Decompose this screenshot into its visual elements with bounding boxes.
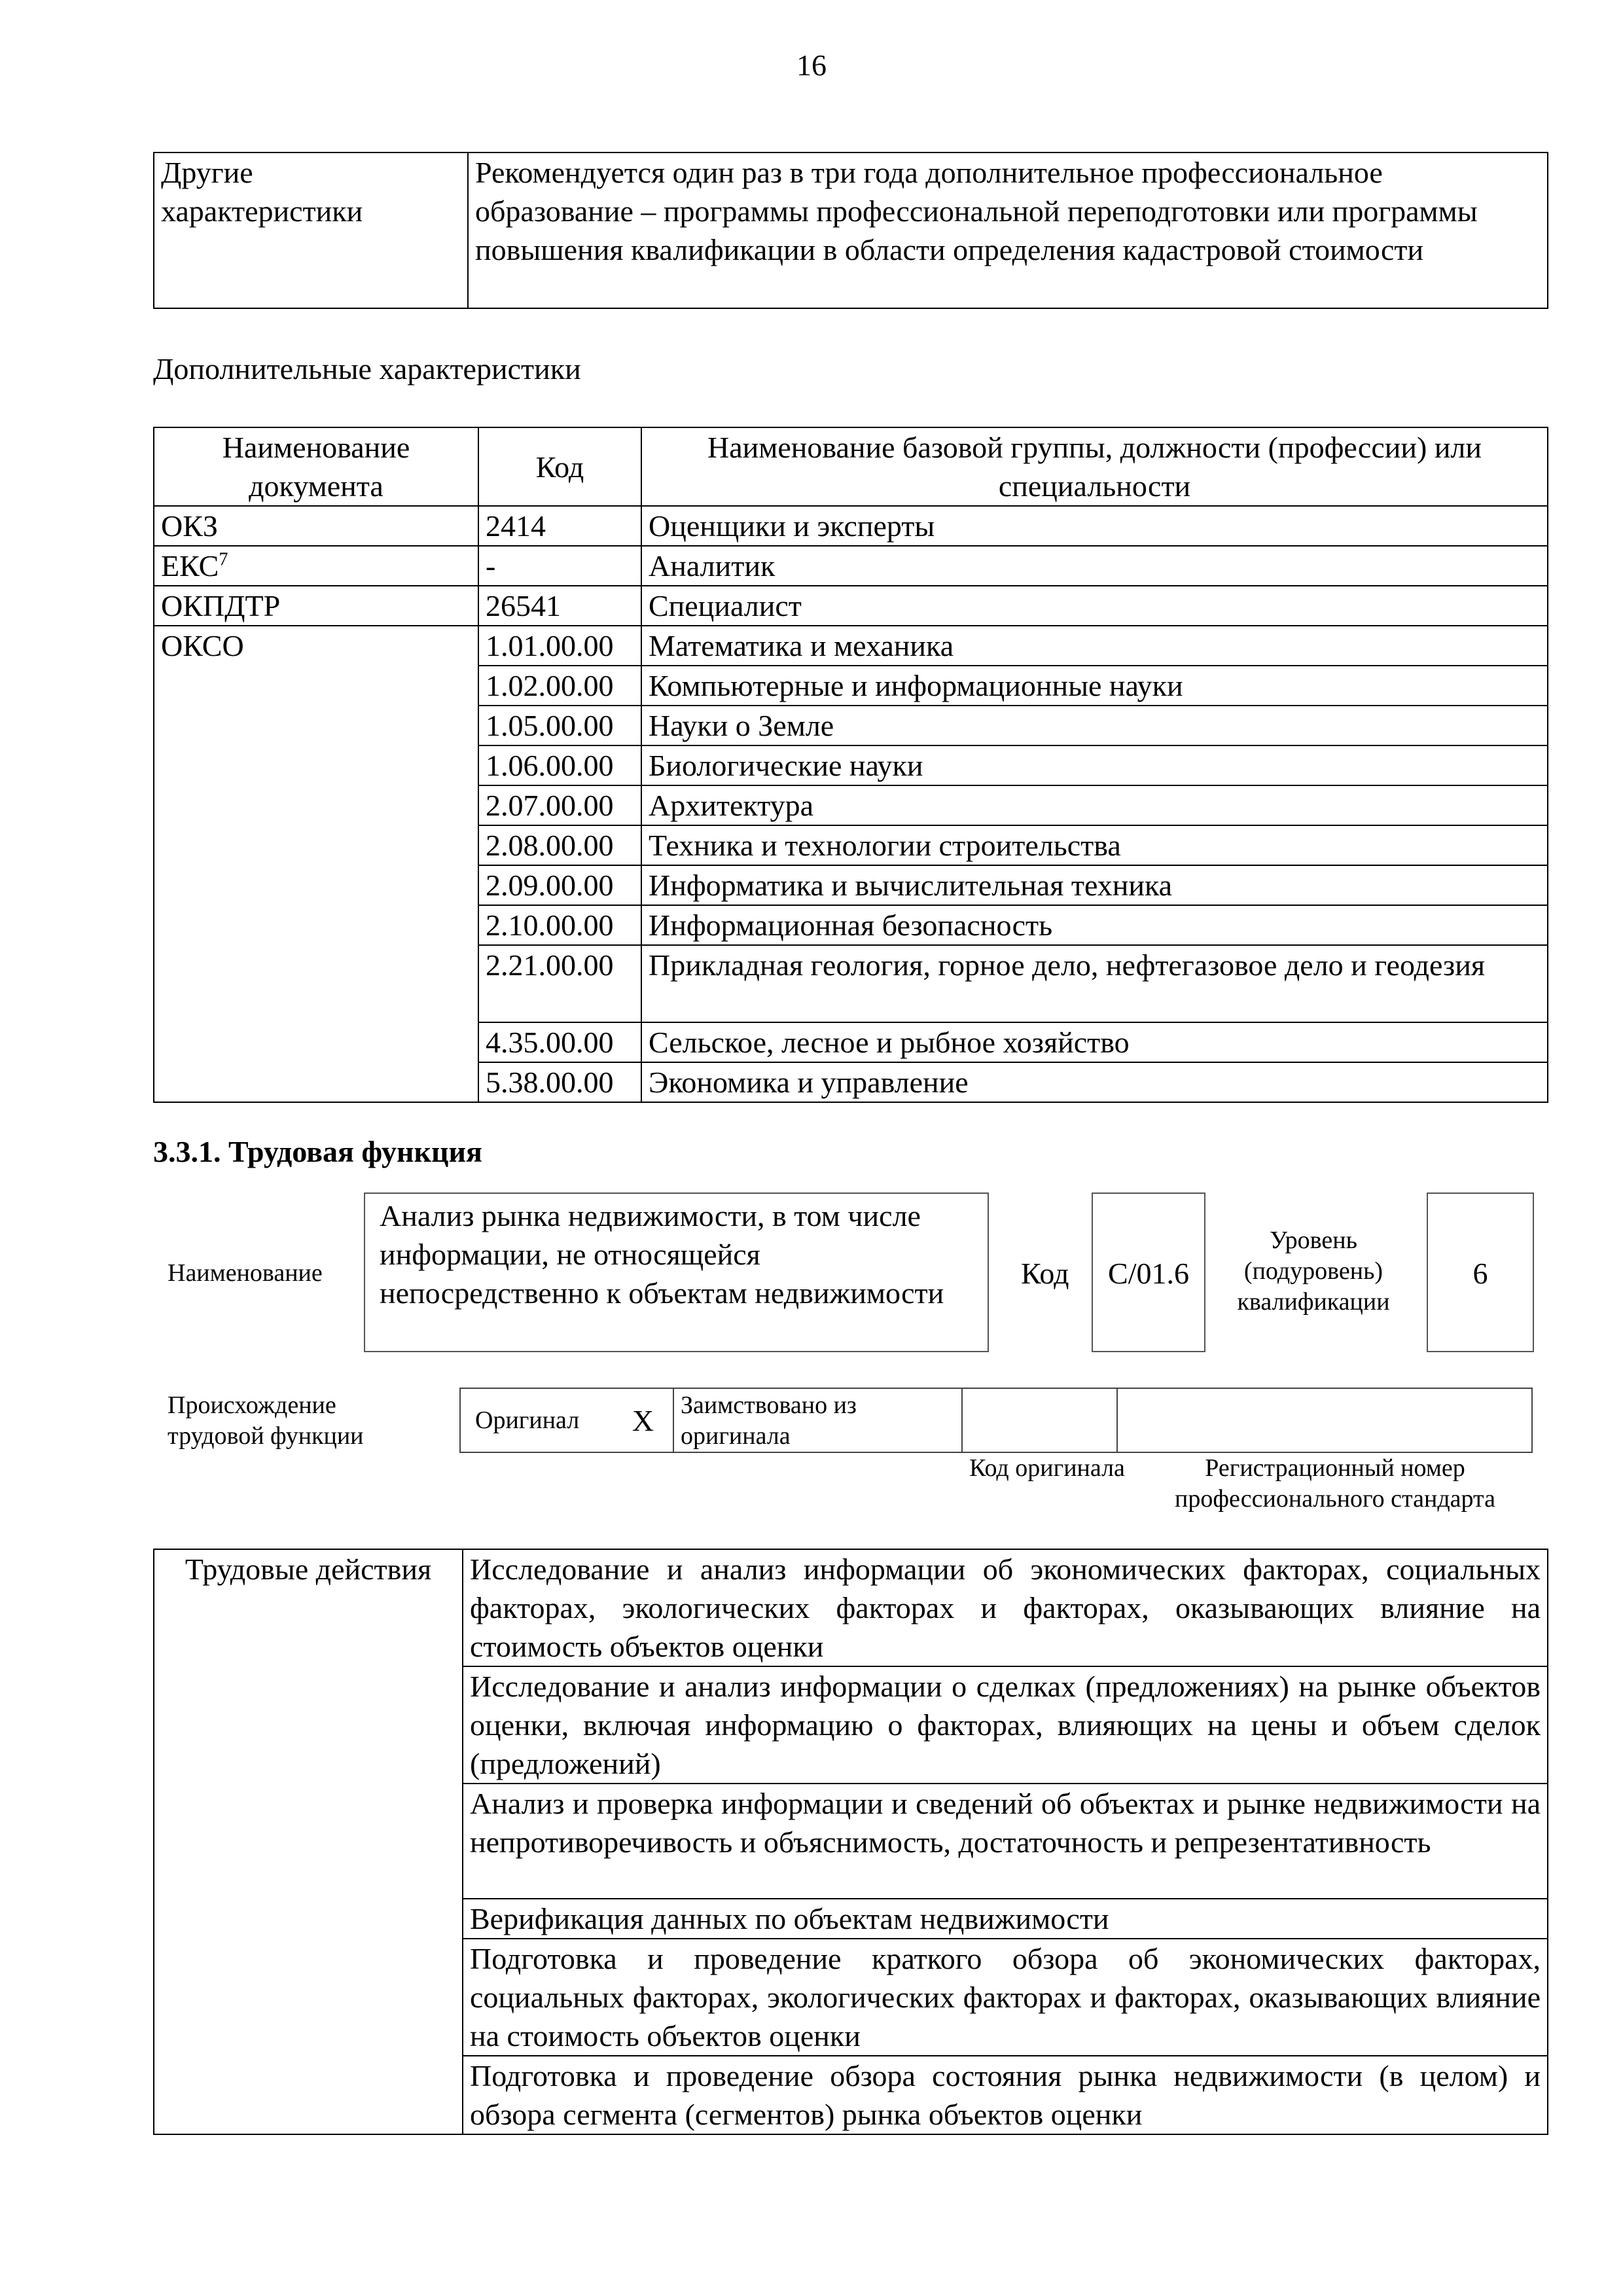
okso-code: 2.08.00.00 [478, 825, 641, 865]
header-name: Наименование базовой группы, должности (профессии) или специальности [641, 427, 1548, 506]
okso-name: Математика и механика [641, 626, 1548, 666]
code-okz: 2414 [478, 506, 641, 546]
actions-label: Трудовые действия [154, 1549, 463, 2134]
okso-code: 2.10.00.00 [478, 905, 641, 945]
function-heading: 3.3.1. Трудовая функция [153, 1135, 482, 1168]
level-label: Уровень (подуровень) квалификации [1237, 1227, 1390, 1316]
okso-name: Сельское, лесное и рыбное хозяйство [641, 1022, 1548, 1062]
okso-code: 1.06.00.00 [478, 745, 641, 785]
additional-table [153, 427, 1548, 1103]
okso-code: 1.02.00.00 [478, 666, 641, 706]
reg-number-label: Регистрационный номер профессионального стандарта [1175, 1454, 1495, 1513]
action-item: Анализ и проверка информации и сведений об объектах и рынке недвижимости на непротиворечивость и объяснимость, достаточность и репрезентативность [463, 1784, 1548, 1899]
doc-okpdtr: ОКПДТР [154, 586, 478, 626]
original-label: Оригинал [460, 1388, 613, 1452]
borrowed-label: Заимствовано из оригинала [673, 1388, 962, 1452]
table-row [154, 626, 1548, 666]
action-item: Подготовка и проведение краткого обзора об экономических факторах, социальных факторах, экологических факторах и факторах, оказывающих влияние на стоимость объектов оценки [463, 1939, 1548, 2056]
additional-heading: Дополнительные характеристики [153, 352, 581, 386]
doc-okz: ОКЗ [154, 506, 478, 546]
name-label: Наименование [168, 1259, 323, 1287]
other-characteristics-table [153, 152, 1548, 309]
okso-name: Информационная безопасность [641, 905, 1548, 945]
doc-eks: ЕКС$^7$ [154, 546, 478, 586]
level-value: 6 [1472, 1257, 1488, 1290]
original-mark: X [613, 1388, 673, 1452]
okso-name: Архитектура [641, 785, 1548, 825]
okso-name: Прикладная геология, горное дело, нефтегазовое дело и геодезия [641, 945, 1548, 1022]
okso-name: Техника и технологии строительства [641, 825, 1548, 865]
code-original-label: Код оригинала [969, 1454, 1125, 1482]
okso-code: 1.01.00.00 [478, 626, 641, 666]
code-eks: - [478, 546, 641, 586]
table-row [154, 1549, 1548, 1666]
footnote-mark: 7 [219, 549, 228, 570]
code-original-cell [962, 1388, 1117, 1452]
header-doc: Наименование документа [154, 427, 478, 506]
okso-code: 2.21.00.00 [478, 945, 641, 1022]
action-item: Подготовка и проведение обзора состояния рынка недвижимости (в целом) и обзора сегмента (сегментов) рынка объектов оценки [463, 2056, 1548, 2134]
function-code-value: С/01.6 [1108, 1257, 1189, 1290]
okso-code: 5.38.00.00 [478, 1062, 641, 1102]
other-chars-label: Другие характеристики [154, 152, 468, 308]
other-chars-text: Рекомендуется один раз в три года дополнительное профессиональное образование – программы профессиональной переподготовки или программы повышения квалификации в области определения кадастровой стоимости [468, 152, 1548, 308]
level-box [1427, 1193, 1534, 1352]
okso-name: Науки о Земле [641, 706, 1548, 745]
okso-code: 4.35.00.00 [478, 1022, 641, 1062]
name-okz: Оценщики и эксперты [641, 506, 1548, 546]
function-code-box [1092, 1193, 1205, 1352]
function-name-box [364, 1193, 989, 1352]
okso-name: Информатика и вычислительная техника [641, 865, 1548, 905]
code-okpdtr: 26541 [478, 586, 641, 626]
okso-code: 2.07.00.00 [478, 785, 641, 825]
name-okpdtr: Специалист [641, 586, 1548, 626]
header-code: Код [478, 427, 641, 506]
action-item: Верификация данных по объектам недвижимости [463, 1899, 1548, 1939]
function-name-value: Анализ рынка недвижимости, в том числе информации, не относящейся непосредственно к объектам недвижимости [380, 1199, 944, 1310]
page-number: 16 [796, 48, 827, 82]
table-row [154, 506, 1548, 546]
okso-name: Компьютерные и информационные науки [641, 666, 1548, 706]
reg-number-cell [1117, 1388, 1532, 1452]
action-item: Исследование и анализ информации об экономических факторах, социальных факторах, экологических факторах и факторах, оказывающих влияние на стоимость объектов оценки [463, 1549, 1548, 1666]
okso-code: 1.05.00.00 [478, 706, 641, 745]
origin-label: Происхождение трудовой функции [168, 1391, 364, 1450]
origin-table [459, 1388, 1533, 1453]
name-eks: Аналитик [641, 546, 1548, 586]
action-item: Исследование и анализ информации о сделках (предложениях) на рынке объектов оценки, включая информацию о факторах, влияющих на цены и объем сделок (предложений) [463, 1666, 1548, 1784]
doc-okso: ОКСО [154, 626, 478, 1102]
code-label: Код [1021, 1257, 1069, 1290]
table-row [154, 586, 1548, 626]
table-row [154, 546, 1548, 586]
okso-name: Экономика и управление [641, 1062, 1548, 1102]
actions-table [153, 1549, 1548, 2135]
okso-name: Биологические науки [641, 745, 1548, 785]
okso-code: 2.09.00.00 [478, 865, 641, 905]
